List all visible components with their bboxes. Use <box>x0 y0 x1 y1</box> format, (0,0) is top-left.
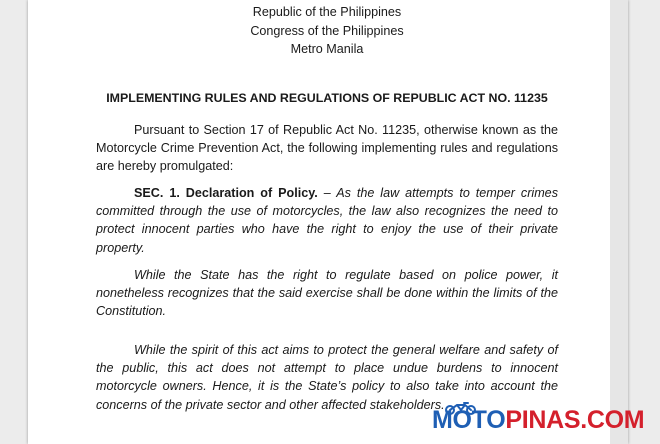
header-line-congress: Congress of the Philippines <box>250 23 404 38</box>
section-1-paragraph <box>96 184 558 257</box>
viewer-edge <box>610 0 628 444</box>
document-title: IMPLEMENTING RULES AND REGULATIONS OF REPUBLIC ACT NO. 11235 <box>106 91 548 105</box>
intro-paragraph <box>96 121 558 176</box>
police-power-text: While the State has the right to regulate based on police power, it nonetheless recognizes that the said exercise shall be done within the limits of the Constitution. <box>96 268 558 319</box>
document-header <box>96 3 558 59</box>
section-1-heading: SEC. 1. Declaration of Policy. <box>134 186 318 200</box>
police-power-paragraph <box>96 266 558 321</box>
intro-text: Pursuant to Section 17 of Republic Act No. 11235, otherwise known as the Motorcycle Crime Prevention Act, the following implementing rules and regulations are hereby promulgated: <box>96 123 558 174</box>
general-welfare-text: While the spirit of this act aims to protect the general welfare and safety of the public, this act does not attempt to place undue burdens to innocent motorcycle owners. Hence, it is the State’s policy to also take into account the concerns of the private sector and other affected stakeholders. <box>96 343 558 412</box>
motorcycle-icon <box>444 401 478 415</box>
header-line-republic: Republic of the Philippines <box>252 5 402 19</box>
motopinas-watermark <box>432 400 660 440</box>
watermark-pinas: PINAS.COM <box>505 406 645 434</box>
header-line-location: Metro Manila <box>290 42 364 56</box>
section-1-body: – As the law attempts to temper crimes committed through the use of motorcycles, the law also recognizes the need to protect innocent parties who have the right to enjoy the use of their private property. <box>96 186 558 255</box>
watermark-moto: MOTO <box>432 406 506 434</box>
